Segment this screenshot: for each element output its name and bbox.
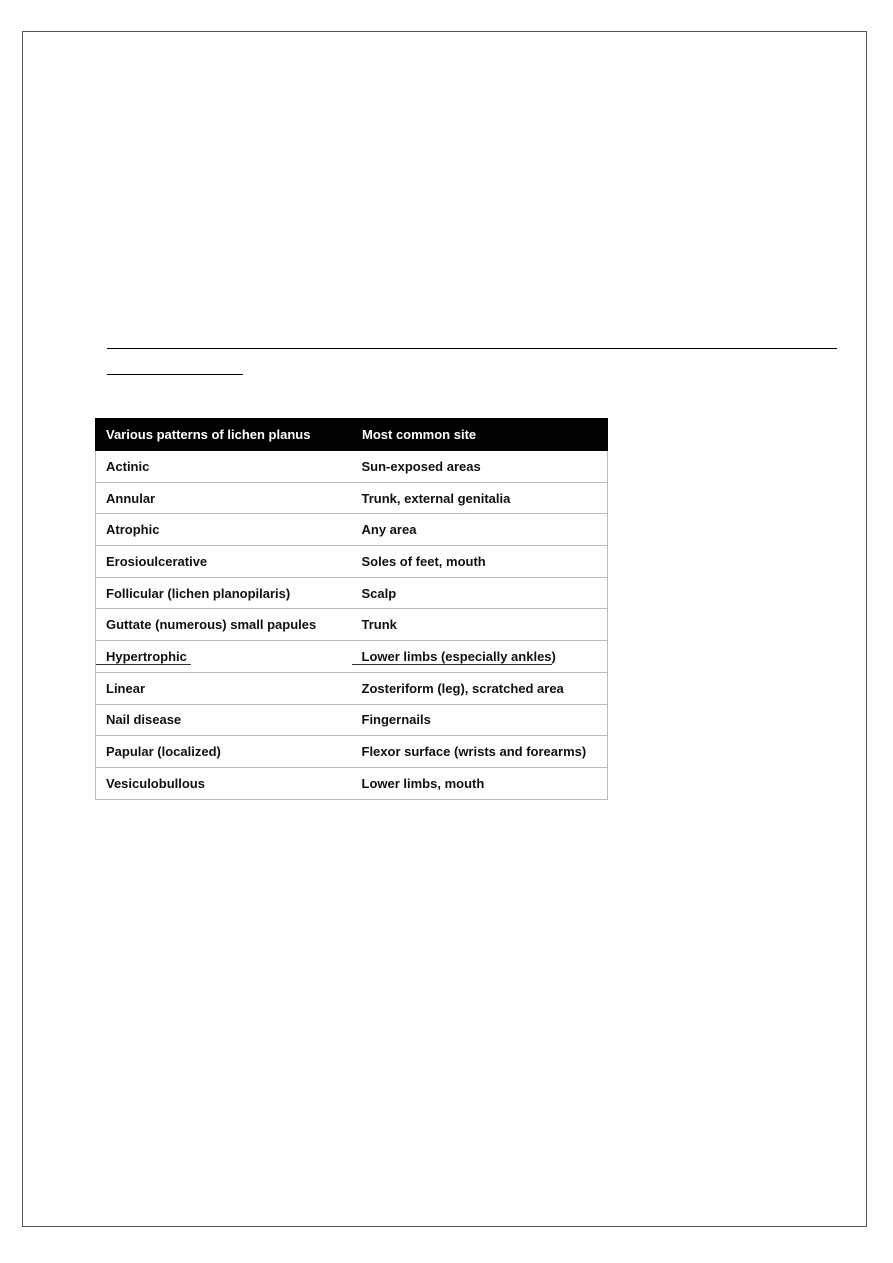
pattern-cell: Actinic [96, 451, 352, 483]
lichen-planus-table-container [95, 418, 607, 800]
pattern-cell: Nail disease [96, 704, 352, 736]
site-cell: Sun-exposed areas [352, 451, 608, 483]
table-row [96, 641, 608, 673]
lichen-planus-patterns-table [95, 418, 608, 800]
site-cell: Scalp [352, 577, 608, 609]
table-row [96, 482, 608, 514]
table-row [96, 546, 608, 578]
pattern-cell: Papular (localized) [96, 736, 352, 768]
pattern-cell: Atrophic [96, 514, 352, 546]
handwritten-underline [96, 664, 191, 665]
site-cell: Trunk, external genitalia [352, 482, 608, 514]
site-cell: Trunk [352, 609, 608, 641]
pattern-cell: Follicular (lichen planopilaris) [96, 577, 352, 609]
pattern-cell-text: Hypertrophic [106, 648, 187, 664]
pattern-cell: Vesiculobullous [96, 767, 352, 799]
site-cell: Soles of feet, mouth [352, 546, 608, 578]
table-row [96, 609, 608, 641]
site-cell-text: Lower limbs (especially ankles) [361, 648, 556, 664]
handwritten-underline [352, 664, 552, 665]
table-row [96, 577, 608, 609]
table-row [96, 672, 608, 704]
table-header-row [96, 419, 608, 451]
site-cell [352, 641, 608, 673]
blank-line-short [107, 374, 243, 375]
site-cell: Flexor surface (wrists and forearms) [352, 736, 608, 768]
site-cell: Lower limbs, mouth [352, 767, 608, 799]
site-cell: Fingernails [352, 704, 608, 736]
table-row [96, 767, 608, 799]
table-row [96, 736, 608, 768]
pattern-cell [96, 641, 352, 673]
table-row [96, 704, 608, 736]
header-pattern: Various patterns of lichen planus [96, 419, 352, 451]
pattern-cell: Annular [96, 482, 352, 514]
pattern-cell: Guttate (numerous) small papules [96, 609, 352, 641]
pattern-cell: Erosioulcerative [96, 546, 352, 578]
pattern-cell: Linear [96, 672, 352, 704]
header-site: Most common site [352, 419, 608, 451]
table-row [96, 514, 608, 546]
table-row [96, 451, 608, 483]
blank-line-long [107, 348, 837, 349]
site-cell: Any area [352, 514, 608, 546]
site-cell: Zosteriform (leg), scratched area [352, 672, 608, 704]
